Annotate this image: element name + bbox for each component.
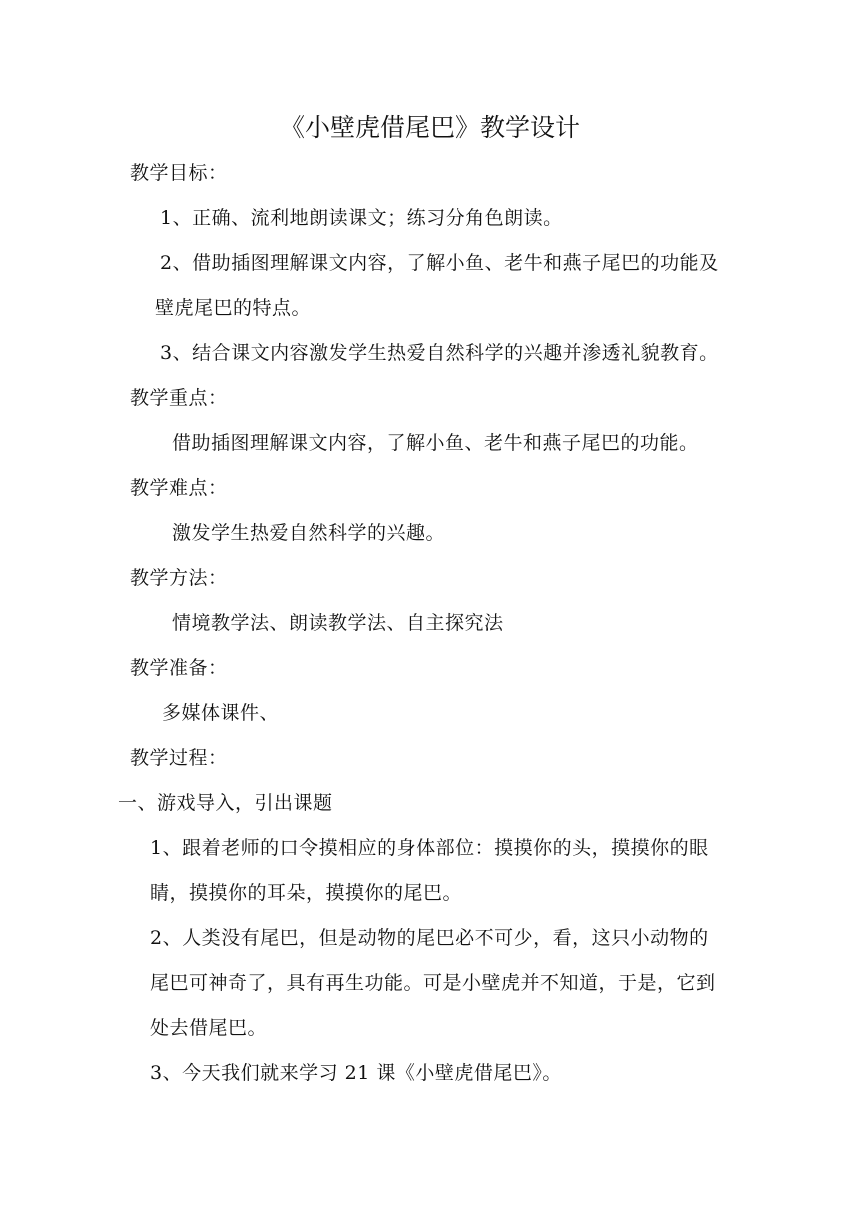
process-line-5: 处去借尾巴。 (150, 1017, 268, 1039)
process-line-3: 2、人类没有尾巴，但是动物的尾巴必不可少，看，这只小动物的 (150, 927, 709, 949)
preparation-heading: 教学准备： (130, 657, 228, 679)
difficulty-heading: 教学难点： (130, 477, 228, 499)
key-point-heading: 教学重点： (130, 387, 228, 409)
difficulty-text: 激发学生热爱自然科学的兴趣。 (172, 522, 446, 544)
objective-item-2: 2、借助插图理解课文内容，了解小鱼、老牛和燕子尾巴的功能及 (160, 252, 719, 274)
objective-item-1: 1、正确、流利地朗读课文；练习分角色朗读。 (160, 207, 563, 229)
document-title: 《小壁虎借尾巴》教学设计 (279, 113, 580, 142)
objectives-heading: 教学目标： (130, 162, 228, 184)
preparation-text: 多媒体课件、 (162, 702, 280, 724)
key-point-text: 借助插图理解课文内容，了解小鱼、老牛和燕子尾巴的功能。 (172, 432, 699, 454)
process-line-4: 尾巴可神奇了，具有再生功能。可是小壁虎并不知道，于是，它到 (150, 972, 716, 994)
methods-heading: 教学方法： (130, 567, 228, 589)
objective-item-2-continued: 壁虎尾巴的特点。 (155, 297, 312, 319)
process-line-2: 睛，摸摸你的耳朵，摸摸你的尾巴。 (150, 882, 463, 904)
methods-text: 情境教学法、朗读教学法、自主探究法 (172, 612, 504, 634)
process-section-1-heading: 一、游戏导入，引出课题 (118, 792, 333, 814)
process-line-1: 1、跟着老师的口令摸相应的身体部位：摸摸你的头，摸摸你的眼 (150, 837, 709, 859)
process-line-6: 3、今天我们就来学习 21 课《小壁虎借尾巴》。 (150, 1062, 562, 1084)
objective-item-3: 3、结合课文内容激发学生热爱自然科学的兴趣并渗透礼貌教育。 (160, 342, 719, 364)
process-heading: 教学过程： (130, 747, 228, 769)
